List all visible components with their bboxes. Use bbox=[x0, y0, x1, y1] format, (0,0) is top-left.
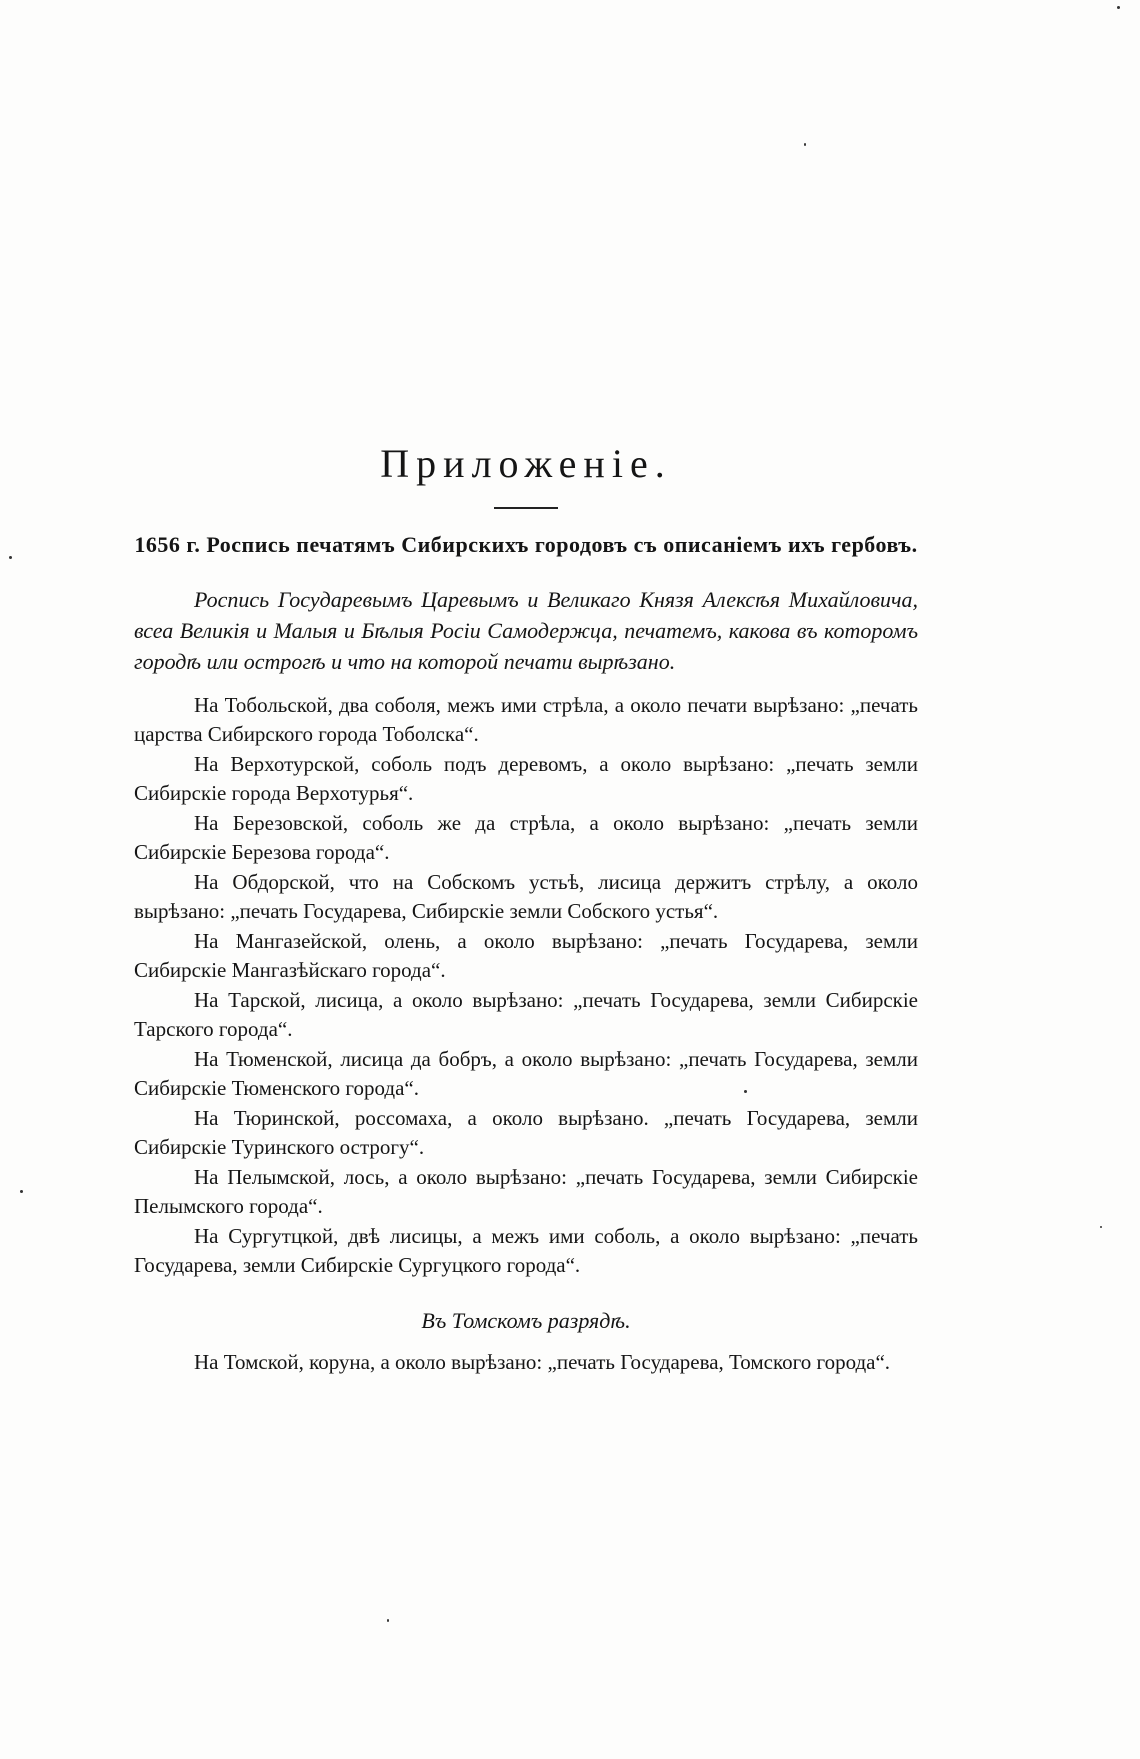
document-content bbox=[134, 440, 918, 1378]
seal-entries bbox=[134, 691, 918, 1280]
document-heading: 1656 г. Роспись печатямъ Сибирскихъ городовъ съ описаніемъ ихъ гербовъ. bbox=[134, 532, 918, 557]
seal-entry-tomsk: На Томской, коруна, а около вырѣзано: „печать Государева, Томского города“. bbox=[194, 1350, 891, 1374]
seal-entry-obdorsk: На Обдорской, что на Собскомъ устьѣ, лисица держитъ стрѣлу, а около вырѣзано: „печать Государева, Сибирскіе земли Собского устья“. bbox=[134, 870, 918, 923]
title-divider bbox=[494, 507, 558, 509]
seal-entry-tara: На Тарской, лисица, а около вырѣзано: „печать Государева, земли Сибирскіе Тарского города“. bbox=[134, 988, 918, 1041]
tomsk-entries bbox=[134, 1348, 918, 1377]
seal-entry-tyumen: На Тюменской, лисица да бобръ, а около вырѣзано: „печать Государева, земли Сибирскіе Тюменского города“. bbox=[134, 1047, 918, 1100]
seal-entry-tobolsk: На Тобольской, два соболя, межъ ими стрѣла, а около печати вырѣзано: „печать царства Сибирского города Тоболска“. bbox=[134, 693, 918, 746]
tomsk-section-heading: Въ Томскомъ разрядѣ. bbox=[421, 1308, 631, 1333]
seal-entry-turinsk: На Тюринской, россомаха, а около вырѣзано. „печать Государева, земли Сибирскіе Туринского острогу“. bbox=[134, 1106, 918, 1159]
seal-entry-berezov: На Березовской, соболь же да стрѣла, а около вырѣзано: „печать земли Сибирскіе Березова города“. bbox=[134, 811, 918, 864]
seal-entry-verkhoturye: На Верхотурской, соболь подъ деревомъ, а около вырѣзано: „печать земли Сибирскіе города Верхотурья“. bbox=[134, 752, 918, 805]
seal-entry-pelym: На Пелымской, лось, а около вырѣзано: „печать Государева, земли Сибирскіе Пелымского города“. bbox=[134, 1165, 918, 1218]
seal-entry-surgut: На Сургутцкой, двѣ лисицы, а межъ ими соболь, а около вырѣзано: „печать Государева, земли Сибирскіе Сургуцкого города“. bbox=[134, 1224, 918, 1277]
preamble-paragraph: Роспись Государевымъ Царевымъ и Великаго Князя Алексѣя Михайловича, всеа Великія и Малыя и Бѣлыя Росіи Самодержца, печатемъ, какова въ которомъ городѣ или острогѣ и что на которой печати вырѣзано. bbox=[134, 587, 918, 674]
seal-entry-mangazeya: На Мангазейской, олень, а около вырѣзано: „печать Государева, земли Сибирскіе Мангазѣйскаго города“. bbox=[134, 929, 918, 982]
appendix-title: Приложеніе. bbox=[380, 441, 672, 486]
